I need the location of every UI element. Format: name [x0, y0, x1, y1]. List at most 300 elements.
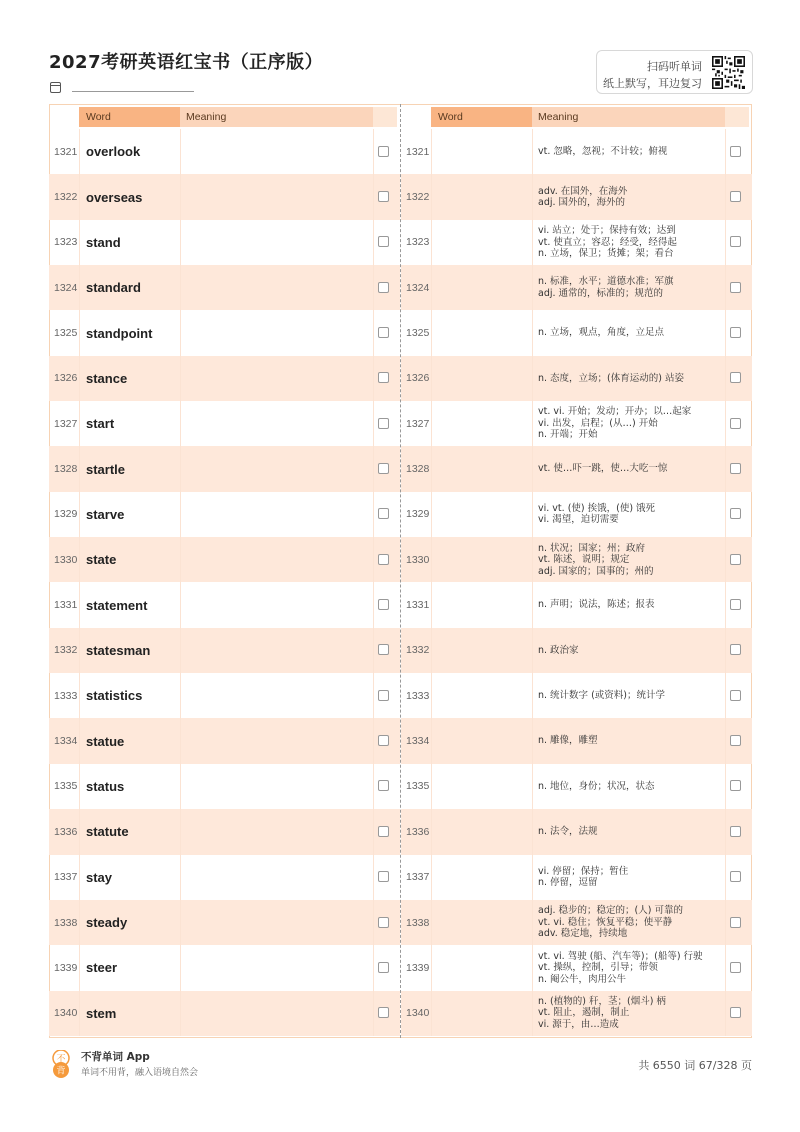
- cell-divider: [373, 537, 374, 582]
- cell-divider: [373, 764, 374, 809]
- cell-divider: [431, 900, 432, 945]
- meaning-line: adj. 国外的，海外的: [538, 197, 626, 209]
- table-row: [401, 718, 752, 763]
- meaning-line: vt. vi. 开始；发动；开办；以…起家: [538, 406, 692, 418]
- cell-divider: [373, 174, 374, 219]
- meaning-cell: [538, 628, 724, 673]
- table-row: [49, 628, 400, 673]
- cell-divider: [532, 900, 533, 945]
- table-row: [49, 265, 400, 310]
- meaning-line: n. 开端；开始: [538, 429, 598, 441]
- cell-divider: [373, 492, 374, 537]
- meaning-cell: [538, 401, 724, 446]
- table-header: [49, 107, 400, 127]
- cell-divider: [725, 628, 726, 673]
- header-meaning: Meaning: [180, 107, 373, 127]
- cell-divider: [431, 945, 432, 990]
- meaning-line: vt. 操纵，控制，引导；带领: [538, 962, 658, 974]
- table-row: [49, 718, 400, 763]
- cell-divider: [431, 446, 432, 491]
- word-number: 1336: [406, 825, 430, 838]
- meaning-line: adj. 国家的；国事的；州的: [538, 565, 654, 577]
- cell-divider: [532, 220, 533, 265]
- word-number: 1323: [54, 236, 78, 249]
- cell-divider: [79, 582, 80, 627]
- word-text: stay: [86, 869, 113, 885]
- qr-caption-dictation: 纸上默写，耳边复习: [603, 77, 702, 90]
- cell-divider: [532, 764, 533, 809]
- word-number: 1334: [54, 735, 78, 748]
- cell-divider: [431, 265, 432, 310]
- word-number: 1322: [54, 191, 78, 204]
- qr-code-icon[interactable]: [712, 56, 745, 89]
- word-number: 1324: [54, 281, 78, 294]
- cell-divider: [532, 265, 533, 310]
- meaning-line: vt. 阻止，遏制，制止: [538, 1007, 630, 1019]
- review-checkbox[interactable]: [730, 871, 741, 882]
- meaning-line: n. 声明；说法，陈述；报表: [538, 599, 655, 611]
- word-number: 1333: [406, 689, 430, 702]
- table-row: [401, 492, 752, 537]
- meaning-cell: [538, 900, 724, 945]
- cell-divider: [180, 809, 181, 854]
- review-checkbox[interactable]: [378, 146, 389, 157]
- table-row: [49, 582, 400, 627]
- word-text: statesman: [86, 642, 151, 658]
- review-checkbox[interactable]: [730, 463, 741, 474]
- cell-divider: [373, 628, 374, 673]
- review-checkbox[interactable]: [378, 644, 389, 655]
- review-checkbox[interactable]: [378, 508, 389, 519]
- meaning-line: n. 立场，保卫；货摊；架；看台: [538, 248, 674, 260]
- cell-divider: [180, 855, 181, 900]
- review-checkbox[interactable]: [730, 780, 741, 791]
- cell-divider: [431, 855, 432, 900]
- meaning-line: vt. 陈述，说明；规定: [538, 554, 630, 566]
- table-row: [49, 356, 400, 401]
- cell-divider: [79, 310, 80, 355]
- cell-divider: [373, 718, 374, 763]
- table-row: [49, 492, 400, 537]
- review-checkbox[interactable]: [378, 191, 389, 202]
- cell-divider: [725, 492, 726, 537]
- review-checkbox[interactable]: [378, 962, 389, 973]
- review-checkbox[interactable]: [730, 690, 741, 701]
- meaning-cell: [538, 265, 724, 310]
- meaning-cell: [538, 582, 724, 627]
- word-number: 1338: [54, 916, 78, 929]
- word-number: 1323: [406, 236, 430, 249]
- page-info: 共 6550 词 67/328 页: [638, 1059, 752, 1072]
- review-checkbox[interactable]: [378, 418, 389, 429]
- cell-divider: [79, 446, 80, 491]
- cell-divider: [373, 900, 374, 945]
- word-number: 1332: [54, 644, 78, 657]
- table-row: [49, 310, 400, 355]
- cell-divider: [431, 492, 432, 537]
- cell-divider: [725, 764, 726, 809]
- word-number: 1329: [54, 508, 78, 521]
- review-checkbox[interactable]: [730, 191, 741, 202]
- table-row: [49, 174, 400, 219]
- table-row: [401, 401, 752, 446]
- review-checkbox[interactable]: [730, 826, 741, 837]
- word-number: 1337: [54, 871, 78, 884]
- logo-char-top: 不: [56, 1054, 66, 1065]
- word-text: state: [86, 552, 117, 568]
- page-title: 2027考研英语红宝书（正序版）: [49, 52, 324, 73]
- table-row: [401, 310, 752, 355]
- review-checkbox[interactable]: [378, 1007, 389, 1018]
- cell-divider: [532, 174, 533, 219]
- cell-divider: [725, 310, 726, 355]
- cell-divider: [725, 356, 726, 401]
- table-row: [401, 809, 752, 854]
- word-number: 1336: [54, 825, 78, 838]
- cell-divider: [373, 265, 374, 310]
- word-text: standard: [86, 280, 141, 296]
- cell-divider: [180, 356, 181, 401]
- table-row: [49, 809, 400, 854]
- cell-divider: [79, 900, 80, 945]
- word-text: stand: [86, 234, 121, 250]
- meaning-cell: [538, 764, 724, 809]
- meaning-line: vt. 使直立；容忍；经受，经得起: [538, 236, 677, 248]
- cell-divider: [431, 401, 432, 446]
- table-row: [401, 900, 752, 945]
- meaning-line: n. 统计数字 (或资料)；统计学: [538, 690, 665, 702]
- cell-divider: [532, 855, 533, 900]
- review-checkbox[interactable]: [378, 780, 389, 791]
- word-text: status: [86, 778, 125, 794]
- table-row: [401, 174, 752, 219]
- cell-divider: [79, 945, 80, 990]
- cell-divider: [373, 991, 374, 1036]
- word-number: 1339: [406, 961, 430, 974]
- cell-divider: [431, 129, 432, 174]
- cell-divider: [532, 809, 533, 854]
- cell-divider: [373, 809, 374, 854]
- cell-divider: [431, 537, 432, 582]
- meaning-line: vi. 源于，由…造成: [538, 1018, 619, 1030]
- cell-divider: [725, 401, 726, 446]
- cell-divider: [532, 628, 533, 673]
- word-number: 1322: [406, 191, 430, 204]
- table-row: [401, 220, 752, 265]
- review-checkbox[interactable]: [378, 327, 389, 338]
- cell-divider: [431, 174, 432, 219]
- meaning-line: vi. vt. (使) 挨饿，(使) 饿死: [538, 502, 656, 514]
- meaning-rows: [401, 129, 752, 1036]
- header-check: [725, 107, 749, 127]
- word-number: 1340: [54, 1007, 78, 1020]
- word-text: statement: [86, 597, 148, 613]
- cell-divider: [373, 582, 374, 627]
- word-number: 1321: [54, 145, 78, 158]
- word-text: steady: [86, 915, 128, 931]
- table-header: [401, 107, 752, 127]
- table-row: [49, 401, 400, 446]
- table-row: [49, 945, 400, 990]
- cell-divider: [532, 673, 533, 718]
- review-checkbox[interactable]: [378, 917, 389, 928]
- meaning-line: n. (植物的) 秆，茎；(烟斗) 柄: [538, 995, 666, 1007]
- cell-divider: [725, 129, 726, 174]
- meaning-line: n. 地位，身份；状况，状态: [538, 780, 655, 792]
- word-number: 1330: [54, 553, 78, 566]
- word-text: overlook: [86, 144, 141, 160]
- cell-divider: [180, 764, 181, 809]
- review-checkbox[interactable]: [730, 372, 741, 383]
- meaning-cell: [538, 673, 724, 718]
- word-number: 1337: [406, 871, 430, 884]
- review-checkbox[interactable]: [730, 236, 741, 247]
- review-checkbox[interactable]: [730, 554, 741, 565]
- cell-divider: [180, 220, 181, 265]
- word-number: 1325: [54, 327, 78, 340]
- calendar-icon: [50, 82, 61, 93]
- review-checkbox[interactable]: [378, 826, 389, 837]
- meaning-line: adj. 通常的，标准的；规范的: [538, 287, 664, 299]
- meaning-cell: [538, 945, 724, 990]
- cell-divider: [180, 582, 181, 627]
- cell-divider: [373, 945, 374, 990]
- word-text: stem: [86, 1005, 117, 1021]
- cell-divider: [431, 356, 432, 401]
- table-row: [49, 764, 400, 809]
- table-row: [401, 582, 752, 627]
- meaning-line: vi. 出发，启程；(从…) 开始: [538, 417, 658, 429]
- cell-divider: [373, 356, 374, 401]
- review-checkbox[interactable]: [730, 917, 741, 928]
- cell-divider: [725, 537, 726, 582]
- cell-divider: [79, 492, 80, 537]
- meaning-cell: [538, 809, 724, 854]
- word-rows: [49, 129, 400, 1036]
- qr-caption-listen: 扫码听单词: [647, 60, 702, 73]
- table-row: [49, 673, 400, 718]
- cell-divider: [180, 129, 181, 174]
- word-text: start: [86, 416, 115, 432]
- cell-divider: [725, 265, 726, 310]
- cell-divider: [180, 945, 181, 990]
- word-text: statistics: [86, 688, 143, 704]
- cell-divider: [180, 537, 181, 582]
- app-name: 不背单词 App: [81, 1051, 150, 1063]
- cell-divider: [532, 718, 533, 763]
- meaning-line: n. 法令，法规: [538, 826, 598, 838]
- word-number: 1326: [406, 372, 430, 385]
- review-checkbox[interactable]: [730, 644, 741, 655]
- cell-divider: [79, 991, 80, 1036]
- word-number: 1335: [406, 780, 430, 793]
- meaning-cell: [538, 492, 724, 537]
- cell-divider: [431, 582, 432, 627]
- review-checkbox[interactable]: [730, 599, 741, 610]
- cell-divider: [79, 356, 80, 401]
- word-number: 1331: [54, 599, 78, 612]
- meaning-line: adv. 在国外，在海外: [538, 185, 628, 197]
- table-row: [49, 446, 400, 491]
- cell-divider: [725, 809, 726, 854]
- word-number: 1340: [406, 1007, 430, 1020]
- cell-divider: [373, 401, 374, 446]
- meaning-line: vi. 渴望，迫切需要: [538, 514, 619, 526]
- cell-divider: [79, 764, 80, 809]
- table-row: [49, 129, 400, 174]
- table-row: [401, 129, 752, 174]
- cell-divider: [180, 492, 181, 537]
- word-number: 1321: [406, 145, 430, 158]
- cell-divider: [79, 129, 80, 174]
- cell-divider: [532, 129, 533, 174]
- cell-divider: [79, 174, 80, 219]
- review-checkbox[interactable]: [730, 418, 741, 429]
- word-text: steer: [86, 960, 118, 976]
- cell-divider: [373, 220, 374, 265]
- cell-divider: [79, 718, 80, 763]
- meaning-cell: [538, 718, 724, 763]
- cell-divider: [532, 537, 533, 582]
- header-word: Word: [431, 107, 532, 127]
- review-checkbox[interactable]: [730, 282, 741, 293]
- review-checkbox[interactable]: [378, 871, 389, 882]
- word-number: 1330: [406, 553, 430, 566]
- word-number: 1326: [54, 372, 78, 385]
- meaning-cell: [538, 446, 724, 491]
- word-text: stance: [86, 370, 128, 386]
- word-text: startle: [86, 461, 126, 477]
- review-checkbox[interactable]: [730, 1007, 741, 1018]
- cell-divider: [373, 310, 374, 355]
- cell-divider: [79, 809, 80, 854]
- word-number: 1328: [54, 463, 78, 476]
- cell-divider: [725, 582, 726, 627]
- review-checkbox[interactable]: [730, 508, 741, 519]
- review-checkbox[interactable]: [730, 735, 741, 746]
- header-meaning: Meaning: [532, 107, 725, 127]
- meaning-cell: [538, 174, 724, 219]
- word-number: 1325: [406, 327, 430, 340]
- meaning-line: n. 标准，水平；道德水准；军旗: [538, 276, 674, 288]
- word-number: 1332: [406, 644, 430, 657]
- meaning-line: n. 政治家: [538, 644, 579, 656]
- meaning-column-half: [401, 104, 752, 1038]
- cell-divider: [431, 809, 432, 854]
- meaning-line: vi. 站立；处于；保持有效；达到: [538, 225, 676, 237]
- meaning-line: vt. vi. 稳住；恢复平稳；使平静: [538, 916, 673, 928]
- table-row: [401, 356, 752, 401]
- word-number: 1333: [54, 689, 78, 702]
- cell-divider: [180, 446, 181, 491]
- word-text: overseas: [86, 189, 143, 205]
- cell-divider: [373, 446, 374, 491]
- word-number: 1329: [406, 508, 430, 521]
- review-checkbox[interactable]: [378, 599, 389, 610]
- cell-divider: [79, 537, 80, 582]
- review-checkbox[interactable]: [378, 282, 389, 293]
- cell-divider: [79, 220, 80, 265]
- cell-divider: [180, 401, 181, 446]
- cell-divider: [180, 718, 181, 763]
- cell-divider: [725, 220, 726, 265]
- cell-divider: [79, 401, 80, 446]
- meaning-line: n. 立场，观点，角度，立足点: [538, 327, 665, 339]
- meaning-line: vi. 停留；保持；暂住: [538, 865, 629, 877]
- meaning-line: vt. 忽略，忽视；不计较；俯视: [538, 145, 668, 157]
- word-number: 1335: [54, 780, 78, 793]
- review-checkbox[interactable]: [730, 327, 741, 338]
- meaning-line: vt. vi. 驾驶 (船、汽车等)；(船等) 行驶: [538, 950, 703, 962]
- table-row: [401, 855, 752, 900]
- meaning-line: n. 阉公牛，肉用公牛: [538, 973, 627, 985]
- cell-divider: [431, 764, 432, 809]
- meaning-line: n. 状况；国家；州；政府: [538, 542, 646, 554]
- cell-divider: [373, 855, 374, 900]
- word-number: 1328: [406, 463, 430, 476]
- review-checkbox[interactable]: [378, 554, 389, 565]
- qr-panel: [596, 50, 753, 94]
- date-field: [50, 80, 61, 94]
- word-number: 1327: [54, 417, 78, 430]
- cell-divider: [431, 220, 432, 265]
- cell-divider: [431, 628, 432, 673]
- table-row: [401, 991, 752, 1036]
- cell-divider: [725, 446, 726, 491]
- review-checkbox[interactable]: [378, 690, 389, 701]
- review-checkbox[interactable]: [730, 962, 741, 973]
- cell-divider: [180, 991, 181, 1036]
- review-checkbox[interactable]: [378, 463, 389, 474]
- table-row: [401, 537, 752, 582]
- meaning-line: n. 停留，逗留: [538, 877, 598, 889]
- review-checkbox[interactable]: [730, 146, 741, 157]
- meaning-cell: [538, 129, 724, 174]
- header-check: [373, 107, 397, 127]
- cell-divider: [532, 582, 533, 627]
- table-row: [401, 265, 752, 310]
- cell-divider: [725, 174, 726, 219]
- meaning-line: n. 态度，立场；(体育运动的) 站姿: [538, 372, 684, 384]
- cell-divider: [725, 991, 726, 1036]
- meaning-cell: [538, 537, 724, 582]
- cell-divider: [532, 945, 533, 990]
- review-checkbox[interactable]: [378, 372, 389, 383]
- cell-divider: [373, 129, 374, 174]
- word-text: statute: [86, 824, 129, 840]
- cell-divider: [725, 718, 726, 763]
- table-row: [49, 855, 400, 900]
- word-text: statue: [86, 733, 125, 749]
- table-row: [401, 446, 752, 491]
- meaning-cell: [538, 310, 724, 355]
- word-number: 1327: [406, 417, 430, 430]
- review-checkbox[interactable]: [378, 236, 389, 247]
- table-row: [401, 673, 752, 718]
- cell-divider: [79, 265, 80, 310]
- word-number: 1324: [406, 281, 430, 294]
- cell-divider: [79, 628, 80, 673]
- date-blank-line: [72, 91, 194, 92]
- table-row: [49, 900, 400, 945]
- table-row: [49, 537, 400, 582]
- word-number: 1334: [406, 735, 430, 748]
- word-text: starve: [86, 506, 125, 522]
- cell-divider: [725, 855, 726, 900]
- meaning-line: adv. 稳定地，持续地: [538, 928, 628, 940]
- header-word: Word: [79, 107, 180, 127]
- review-checkbox[interactable]: [378, 735, 389, 746]
